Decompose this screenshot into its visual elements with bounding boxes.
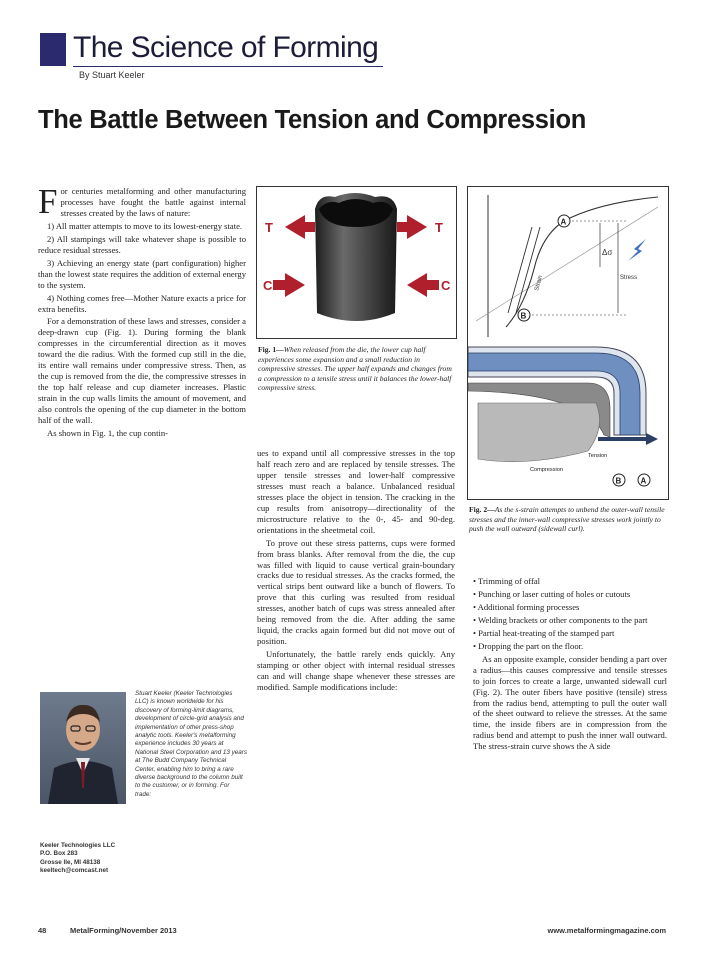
section-header-bar <box>40 33 66 66</box>
label-c-left: C <box>263 278 273 293</box>
list-item: • Punching or laser cutting of holes or cutouts <box>473 588 631 599</box>
stress-strain-diagram <box>468 187 668 499</box>
label-c-right: C <box>441 278 451 293</box>
list-item: • Trimming of offal <box>473 576 541 586</box>
intro-paragraph: For centuries metalforming and other manufacturing processes have fought the battle against internal stresses created by the laws of nature: <box>38 182 246 221</box>
marker-a-bottom: A <box>640 476 647 486</box>
list-item: • Additional forming processes <box>473 601 580 612</box>
middle-column-text <box>257 448 455 695</box>
middle-paragraph-2: To prove out these stress patterns, cups were formed from brass blanks. After removal from the die, the cup was filled with liquid to cause vertical grain-boundary cracks due to residual stresses. As the cracks formed, the vertical strips bent outward like a bunch of flowers. To prove that this curling was resulted from residual stresses, another batch of cups was stress annealed after being removed from the die. After adding the same liquid, the cracks again formed but did not move out of position. <box>257 537 455 647</box>
tension-arrow-left-icon <box>285 215 315 239</box>
marker-b-bottom: B <box>615 476 622 486</box>
cup-stress-illustration <box>257 187 456 338</box>
strain-axis-label: Strain <box>534 274 544 292</box>
figure-2-caption: Fig. 2—As the s-strain attempts to unbend the outer-wall tensile stresses and the inner-wall compressive stresses work jointly to push the wall outward (sidewall curl). <box>469 505 665 534</box>
law-4: 4) Nothing comes free—Mother Nature exacts a price for extra benefits. <box>38 292 246 314</box>
drop-cap: F <box>38 182 58 221</box>
footer-publication: MetalForming/November 2013 <box>70 926 177 935</box>
footer-page-number: 48 <box>38 926 47 935</box>
headline: The Battle Between Tension and Compression <box>38 106 587 134</box>
figure-1 <box>256 186 457 339</box>
law-3: 3) Achieving an energy state (part configuration) higher than the lowest state requires the addition of external energy to the system. <box>38 257 246 290</box>
stress-strain-curve <box>506 197 658 327</box>
author-photo <box>40 692 126 804</box>
compression-arrow-right-icon <box>407 273 439 297</box>
law-2: 2) All stampings will take whatever shape is possible to reduce residual stresses. <box>38 233 246 255</box>
delta-sigma-label: Δσ <box>602 248 613 257</box>
middle-paragraph-1: ues to expand until all compressive stresses in the top half reach zero and are replaced by tensile stresses. The upper tensile stresses and lower-half compressive stresses must reach a balance. Unbalanced residual stresses place the object in tension. The cracking in the cup results from anisotropy—directionality of the microstructure relative to the 0-, 45- and 90-deg. orientations in the sheetmetal coil. <box>257 448 455 535</box>
author-contact <box>40 842 190 876</box>
author-bio: Stuart Keeler (Keeler Technologies LLC) is known worldwide for his discovery of forming-limit diagrams, development of circle-grid analysis and implementation of other press-shop analytic tools. Keeler's metalforming experience includes 30 years at National Steel Corporation and 13 years at The Budd Company Technical Center, enabling him to bring a rare diverse background to the column built to the customer, or in forming. For trade: <box>135 690 248 798</box>
contact-city: Grosse Ile, MI 48138 <box>40 858 101 866</box>
contact-po-box: P.O. Box 283 <box>40 850 78 858</box>
figure-1-caption: Fig. 1—When released from the die, the lower cup half experiences some expansion and a small reduction in compressive stresses. The upper half expands and changes from a compression to a tensile stress until it balances the lower-half compressive stress. <box>258 345 452 393</box>
marker-a-top: A <box>560 217 567 227</box>
contact-company: Keeler Technologies LLC <box>40 842 116 849</box>
tension-label: Tension <box>588 453 608 459</box>
list-item: • Partial heat-treating of the stamped part <box>473 627 615 638</box>
footer-url[interactable]: www.metalformingmagazine.com <box>547 926 666 935</box>
figure-2 <box>467 186 669 500</box>
demo-paragraph: For a demonstration of these laws and stresses, consider a deep-drawn cup (Fig. 1). During forming the blank compresses in the circumferential direction as it moves toward the die radius. With the formed cup still in the die, its entire wall remains under compressive stress. Then, as the cup is removed from the die, the compressive stresses in the top half release and cup diameter increases. Plastic strain in the cup walls limits the amount of movement, and also controls the opening of the cup diameter in the bottom half of the wall. <box>38 316 246 426</box>
right-paragraph: As an opposite example, consider bending a part over a radius—this causes compressive and tensile stresses to join forces to create a large, unwanted sidewall curl (Fig. 2). The outer fibers have positive (tensile) stress from the radius bend, attempting to pull the outer wall of the sheet outward to relieve the stresses. At the same time, the inside fibers are in compression from the radius bend and attempt to push the inner wall outward. The stress-strain curve shows the A side <box>473 653 667 752</box>
stress-axis-label: Stress <box>620 275 638 281</box>
right-column-text <box>473 576 667 754</box>
label-t-right: T <box>435 220 443 235</box>
modification-list <box>473 576 667 652</box>
compression-arrow-left-icon <box>273 273 305 297</box>
section-title: The Science of Forming <box>73 31 379 64</box>
fig-reference-paragraph: As shown in Fig. 1, the cup contin- <box>47 428 169 439</box>
blue-pointer-icon <box>628 239 646 261</box>
punch-shape <box>478 403 600 462</box>
label-t-left: T <box>265 220 273 235</box>
tension-arrow-right-icon <box>397 215 427 239</box>
left-column-text <box>38 182 246 441</box>
list-item: • Dropping the part on the floor. <box>473 640 584 651</box>
author-portrait-icon <box>40 692 126 804</box>
section-rule <box>73 66 383 67</box>
marker-b-top: B <box>520 311 527 321</box>
contact-email[interactable]: keeltech@comcast.net <box>40 867 109 875</box>
byline: By Stuart Keeler <box>79 70 145 80</box>
list-item: • Welding brackets or other components to the part <box>473 614 648 625</box>
law-1: 1) All matter attempts to move to its lowest-energy state. <box>47 220 243 231</box>
middle-paragraph-3: Unfortunately, the battle rarely ends quickly. Any stamping or other object with internal residual stresses can and will change shape whenever these stresses are modified. Sample modifications include: <box>257 649 455 693</box>
compression-label: Compression <box>530 467 563 473</box>
